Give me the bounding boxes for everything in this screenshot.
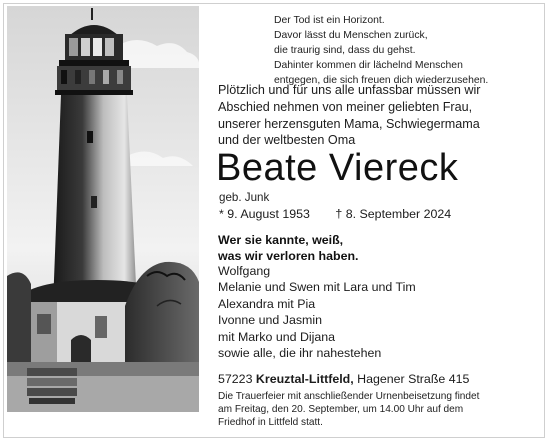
address-street: Hagener Straße 415: [357, 372, 470, 386]
quote-line: Wer sie kannte, weiß,: [218, 233, 344, 247]
lighthouse-tower-image: [7, 6, 199, 412]
mourner-line: Wolfgang: [218, 264, 271, 278]
mourner-line: sowie alle, die ihr nahestehen: [218, 346, 382, 361]
family-address: [218, 372, 469, 387]
intro-line: unserer herzensguten Mama, Schwiegermama: [218, 116, 480, 131]
life-dates: [219, 207, 451, 222]
poem: [274, 13, 544, 88]
intro-line: und der weltbesten Oma: [218, 133, 356, 148]
mourner-line: Alexandra mit Pia: [218, 296, 316, 311]
intro-line: Abschied nehmen von meiner geliebten Frau,: [218, 99, 473, 114]
intro-line: Plötzlich und für uns alle unfassbar müssen wir: [218, 83, 481, 97]
mourner-line: Melanie und Swen mit Lara und Tim: [218, 280, 416, 295]
death-date: † 8. September 2024: [335, 207, 452, 221]
mourner-line: Ivonne und Jasmin: [218, 313, 323, 328]
tower-photo: [7, 6, 199, 412]
mourners-list: [218, 263, 416, 361]
birth-date: * 9. August 1953: [219, 207, 310, 221]
poem-line: Der Tod ist ein Horizont.: [274, 15, 385, 26]
funeral-line: Die Trauerfeier mit anschließender Urnenbeisetzung findet: [218, 391, 480, 402]
intro-text: [218, 82, 543, 149]
poem-line: entgegen, die sich freuen dich wiederzusehen.: [274, 75, 489, 86]
mourner-line: mit Marko und Dijana: [218, 329, 336, 344]
poem-line: Dahinter kommen dir lächelnd Menschen: [274, 60, 463, 71]
address-zip: 57223: [218, 372, 253, 386]
quote-line: was wir verloren haben.: [218, 249, 359, 263]
address-city: Kreuztal-Littfeld,: [255, 372, 354, 386]
funeral-line: am Freitag, den 20. September, um 14.00 Uhr auf dem: [218, 404, 464, 416]
funeral-info: [218, 390, 546, 430]
maiden-name: geb. Junk: [219, 191, 270, 204]
deceased-name: Beate Viereck: [216, 147, 459, 189]
poem-line: die traurig sind, dass du gehst.: [274, 45, 416, 56]
quote: [218, 232, 358, 264]
funeral-line: Friedhof in Littfeld statt.: [218, 417, 323, 429]
poem-line: Davor lässt du Menschen zurück,: [274, 30, 428, 41]
